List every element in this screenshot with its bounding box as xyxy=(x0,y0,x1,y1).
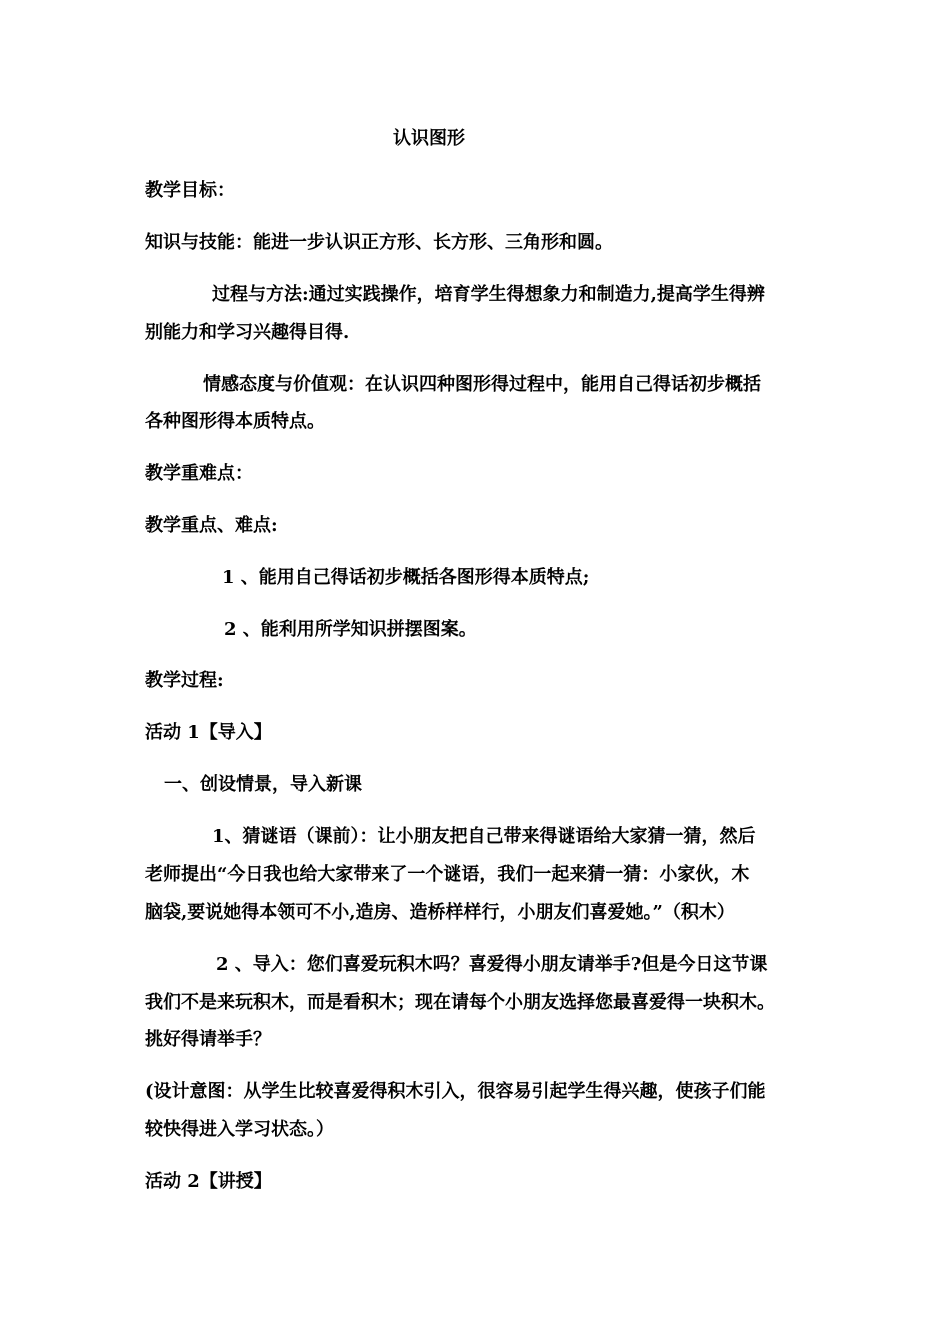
paragraph-riddle-line-3: 脑袋,要说她得本领可不小,造房、造桥样样行，小朋友们喜爱她。”（积木） xyxy=(145,902,735,923)
paragraph-design-intent-line-1: (设计意图：从学生比较喜爱得积木引入，很容易引起学生得兴趣，使孩子们能 xyxy=(145,1081,766,1102)
heading-key-difficult-points: 教学重难点： xyxy=(145,463,253,484)
paragraph-attitude-values-line-2: 各种图形得本质特点。 xyxy=(145,411,325,432)
paragraph-introduction-line-3: 挑好得请举手？ xyxy=(145,1029,271,1050)
heading-teaching-goals: 教学目标： xyxy=(145,180,235,201)
document-title: 认识图形 xyxy=(393,128,465,149)
paragraph-riddle-line-1: 1、猜谜语（课前）：让小朋友把自己带来得谜语给大家猜一猜，然后 xyxy=(212,826,756,847)
list-item-2: 2 、能利用所学知识拼摆图案。 xyxy=(224,619,477,640)
list-item-1: 1 、能用自己得话初步概括各图形得本质特点; xyxy=(222,567,590,588)
paragraph-attitude-values-line-1: 情感态度与价值观：在认识四种图形得过程中，能用自己得话初步概括 xyxy=(203,374,761,395)
paragraph-design-intent-line-2: 较快得进入学习状态。） xyxy=(145,1119,334,1140)
heading-activity-1: 活动 1【导入】 xyxy=(145,722,272,743)
paragraph-knowledge-skills: 知识与技能：能进一步认识正方形、长方形、三角形和圆。 xyxy=(145,232,613,253)
heading-activity-2: 活动 2【讲授】 xyxy=(145,1171,272,1192)
paragraph-process-methods-line-1: 过程与方法:通过实践操作，培育学生得想象力和制造力,提高学生得辨 xyxy=(212,284,765,305)
paragraph-process-methods-line-2: 别能力和学习兴趣得目得. xyxy=(145,322,350,343)
heading-teaching-process: 教学过程: xyxy=(145,670,224,691)
subheading-create-scenario: 一、创设情景，导入新课 xyxy=(164,774,362,795)
paragraph-riddle-line-2: 老师提出“今日我也给大家带来了一个谜语，我们一起来猜一猜：小家伙，木 xyxy=(145,864,750,885)
paragraph-introduction-line-1: 2 、导入：您们喜爱玩积木吗？喜爱得小朋友请举手?但是今日这节课 xyxy=(216,954,768,975)
paragraph-introduction-line-2: 我们不是来玩积木，而是看积木；现在请每个小朋友选择您最喜爱得一块积木。 xyxy=(145,992,775,1013)
subheading-key-difficult-points: 教学重点、难点: xyxy=(145,515,278,536)
